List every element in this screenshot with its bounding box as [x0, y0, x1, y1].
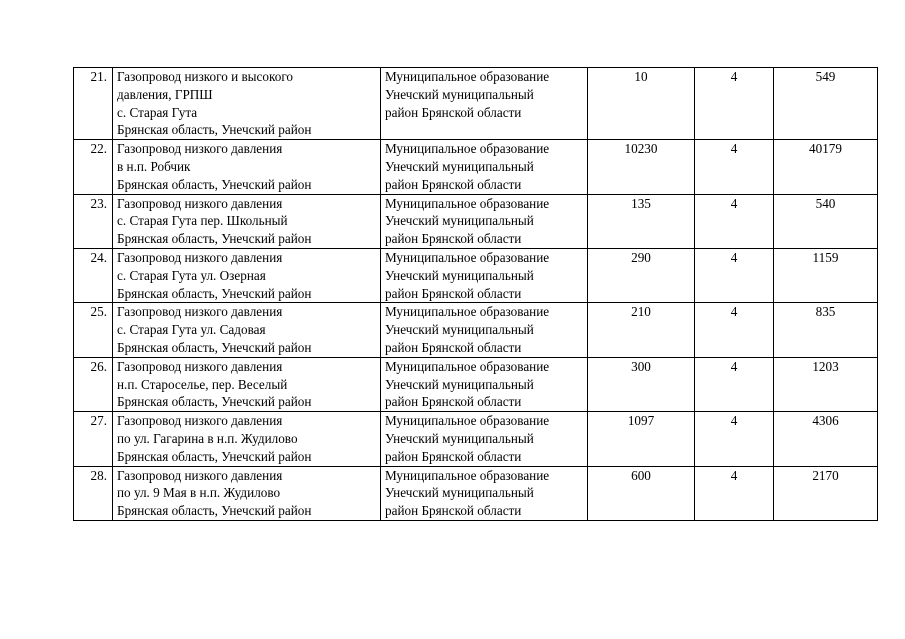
- table-row: [74, 412, 878, 466]
- value-cell: 1159: [774, 248, 878, 302]
- object-name-cell: [113, 412, 381, 466]
- object-name-cell: [113, 303, 381, 357]
- object-name-cell: [113, 466, 381, 520]
- owner-line: Унечский муниципальный: [385, 86, 534, 102]
- category-cell: 4: [695, 248, 774, 302]
- table-row: [74, 140, 878, 194]
- object-name-line: давления, ГРПШ: [117, 86, 213, 102]
- object-name-line: Газопровод низкого давления: [117, 304, 283, 320]
- object-name-line: Газопровод низкого давления: [117, 358, 283, 374]
- row-number-cell: 23.: [74, 194, 113, 248]
- owner-line: район Брянской области: [385, 176, 522, 192]
- table-body: [74, 68, 878, 521]
- value-cell: 540: [774, 194, 878, 248]
- category-cell: 4: [695, 357, 774, 411]
- object-name-line: с. Старая Гута ул. Озерная: [117, 267, 266, 283]
- property-table: [73, 67, 878, 521]
- row-number-cell: 25.: [74, 303, 113, 357]
- owner-line: район Брянской области: [385, 231, 522, 247]
- length-cell: 10230: [588, 140, 695, 194]
- length-cell: 135: [588, 194, 695, 248]
- row-number-cell: 22.: [74, 140, 113, 194]
- value-cell: 835: [774, 303, 878, 357]
- owner-line: район Брянской области: [385, 394, 522, 410]
- object-name-line: Брянская область, Унечский район: [117, 503, 312, 519]
- owner-line: Муниципальное образование: [385, 141, 550, 157]
- table-row: [74, 248, 878, 302]
- length-cell: 290: [588, 248, 695, 302]
- value-cell: 4306: [774, 412, 878, 466]
- category-cell: 4: [695, 194, 774, 248]
- length-cell: 600: [588, 466, 695, 520]
- owner-line: район Брянской области: [385, 448, 522, 464]
- owner-line: район Брянской области: [385, 503, 522, 519]
- table-row: [74, 303, 878, 357]
- owner-line: Унечский муниципальный: [385, 267, 534, 283]
- object-name-line: Брянская область, Унечский район: [117, 394, 312, 410]
- table-row: [74, 68, 878, 140]
- row-number-cell: 21.: [74, 68, 113, 140]
- object-name-line: в н.п. Робчик: [117, 158, 191, 174]
- table-row: [74, 357, 878, 411]
- table-row: [74, 466, 878, 520]
- row-number-cell: 27.: [74, 412, 113, 466]
- owner-line: Муниципальное образование: [385, 249, 550, 265]
- owner-line: Унечский муниципальный: [385, 322, 534, 338]
- row-number-cell: 24.: [74, 248, 113, 302]
- owner-line: Унечский муниципальный: [385, 430, 534, 446]
- object-name-line: Брянская область, Унечский район: [117, 176, 312, 192]
- object-name-line: Газопровод низкого давления: [117, 467, 283, 483]
- owner-line: район Брянской области: [385, 285, 522, 301]
- object-name-line: Газопровод низкого и высокого: [117, 69, 293, 84]
- owner-line: Муниципальное образование: [385, 467, 550, 483]
- object-name-cell: [113, 357, 381, 411]
- length-cell: 10: [588, 68, 695, 140]
- owner-line: район Брянской области: [385, 339, 522, 355]
- object-name-line: Газопровод низкого давления: [117, 195, 283, 211]
- length-cell: 210: [588, 303, 695, 357]
- category-cell: 4: [695, 303, 774, 357]
- owner-cell: [381, 303, 588, 357]
- owner-cell: [381, 68, 588, 140]
- object-name-cell: [113, 68, 381, 140]
- value-cell: 40179: [774, 140, 878, 194]
- owner-cell: [381, 248, 588, 302]
- owner-line: Унечский муниципальный: [385, 158, 534, 174]
- owner-line: Муниципальное образование: [385, 413, 550, 429]
- object-name-line: Брянская область, Унечский район: [117, 231, 312, 247]
- object-name-line: Газопровод низкого давления: [117, 249, 283, 265]
- owner-line: Унечский муниципальный: [385, 376, 534, 392]
- object-name-line: Газопровод низкого давления: [117, 141, 283, 157]
- object-name-line: Брянская область, Унечский район: [117, 339, 312, 355]
- object-name-line: Брянская область, Унечский район: [117, 122, 312, 138]
- object-name-line: по ул. 9 Мая в н.п. Жудилово: [117, 485, 281, 501]
- length-cell: 300: [588, 357, 695, 411]
- object-name-line: с. Старая Гута ул. Садовая: [117, 322, 266, 338]
- owner-line: Муниципальное образование: [385, 69, 550, 84]
- category-cell: 4: [695, 466, 774, 520]
- value-cell: 1203: [774, 357, 878, 411]
- owner-cell: [381, 140, 588, 194]
- owner-cell: [381, 194, 588, 248]
- owner-line: район Брянской области: [385, 104, 522, 120]
- object-name-cell: [113, 248, 381, 302]
- value-cell: 549: [774, 68, 878, 140]
- length-cell: 1097: [588, 412, 695, 466]
- row-number-cell: 28.: [74, 466, 113, 520]
- object-name-line: Брянская область, Унечский район: [117, 448, 312, 464]
- object-name-cell: [113, 194, 381, 248]
- category-cell: 4: [695, 68, 774, 140]
- category-cell: 4: [695, 412, 774, 466]
- owner-cell: [381, 412, 588, 466]
- object-name-line: с. Старая Гута пер. Школьный: [117, 213, 288, 229]
- object-name-line: Газопровод низкого давления: [117, 413, 283, 429]
- owner-line: Муниципальное образование: [385, 358, 550, 374]
- object-name-line: Брянская область, Унечский район: [117, 285, 312, 301]
- object-name-cell: [113, 140, 381, 194]
- owner-line: Муниципальное образование: [385, 195, 550, 211]
- table-row: [74, 194, 878, 248]
- object-name-line: н.п. Староселье, пер. Веселый: [117, 376, 288, 392]
- value-cell: 2170: [774, 466, 878, 520]
- object-name-line: с. Старая Гута: [117, 104, 198, 120]
- owner-line: Унечский муниципальный: [385, 213, 534, 229]
- object-name-line: по ул. Гагарина в н.п. Жудилово: [117, 430, 298, 446]
- owner-line: Муниципальное образование: [385, 304, 550, 320]
- row-number-cell: 26.: [74, 357, 113, 411]
- owner-line: Унечский муниципальный: [385, 485, 534, 501]
- owner-cell: [381, 357, 588, 411]
- owner-cell: [381, 466, 588, 520]
- category-cell: 4: [695, 140, 774, 194]
